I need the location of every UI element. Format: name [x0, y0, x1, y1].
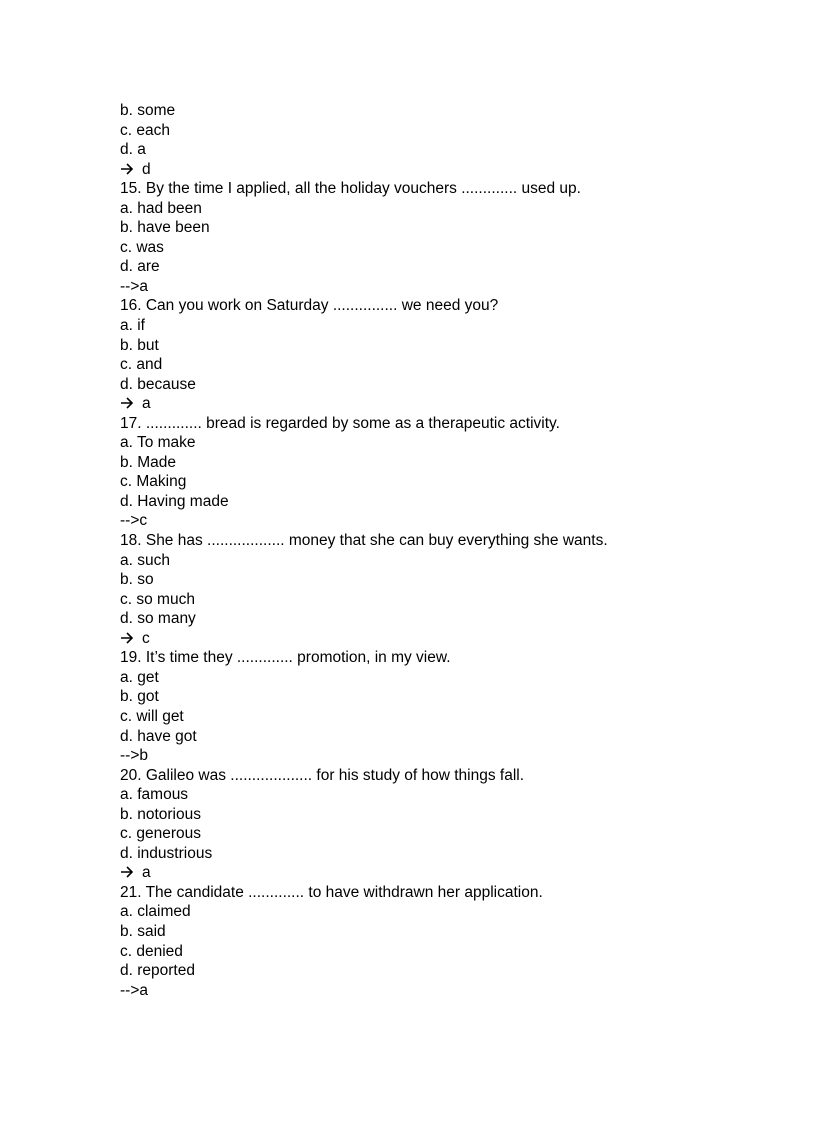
option-text: d. because	[120, 375, 196, 393]
right-arrow-icon	[120, 394, 142, 414]
question-text: 16. Can you work on Saturday ............... we need you?	[120, 297, 499, 315]
option-text: b. have been	[120, 219, 210, 237]
option-text: b. some	[120, 102, 176, 119]
option-text: b. notorious	[120, 805, 201, 823]
option-text: c. so much	[120, 590, 195, 608]
option-text: d. a	[120, 141, 146, 159]
option-text: b. but	[120, 336, 159, 354]
option-text: b. so	[120, 571, 154, 589]
option-text: a. To make	[120, 434, 196, 452]
right-arrow-icon	[120, 629, 142, 649]
option-text: d. have got	[120, 727, 197, 745]
option-text: b. Made	[120, 453, 177, 471]
answer-line	[120, 629, 740, 649]
option-text: a. if	[120, 317, 145, 335]
option-text: d. industrious	[120, 844, 213, 862]
option-text: c. Making	[120, 473, 187, 491]
option-text: c. will get	[120, 707, 184, 725]
question-text: 19. It’s time they ............. promotion, in my view.	[120, 649, 451, 667]
answer-line	[120, 160, 740, 180]
question-text: 20. Galileo was ................... for his study of how things fall.	[120, 766, 525, 784]
answer-line: -->b	[120, 747, 148, 765]
question-text: 21. The candidate ............. to have withdrawn her application.	[120, 883, 543, 901]
option-text: a. famous	[120, 786, 189, 804]
option-text: a. had been	[120, 199, 202, 217]
right-arrow-icon	[120, 160, 142, 180]
option-text: d. reported	[120, 962, 195, 980]
option-text: b. said	[120, 922, 166, 940]
answer-line: -->a	[120, 277, 148, 295]
option-text: c. and	[120, 356, 163, 374]
option-text: c. was	[120, 238, 164, 256]
option-text: c. denied	[120, 942, 183, 960]
option-text: a. such	[120, 551, 170, 569]
answer-line: -->c	[120, 512, 148, 530]
answer-line: -->a	[120, 981, 148, 999]
question-text: 17. ............. bread is regarded by some as a therapeutic activity.	[120, 414, 560, 432]
document-page	[120, 101, 740, 1000]
answer-letter: a	[142, 864, 151, 882]
question-text: 15. By the time I applied, all the holiday vouchers ............. used up.	[120, 180, 581, 198]
answer-letter: d	[142, 160, 151, 178]
option-text: d. are	[120, 258, 160, 276]
answer-letter: c	[142, 629, 150, 647]
option-text: c. generous	[120, 825, 201, 843]
answer-line	[120, 863, 740, 883]
option-text: a. get	[120, 668, 159, 686]
right-arrow-icon	[120, 863, 142, 883]
answer-letter: a	[142, 395, 151, 413]
option-text: c. each	[120, 121, 170, 139]
option-text: d. so many	[120, 610, 196, 628]
question-text: 18. She has .................. money that she can buy everything she wants.	[120, 532, 608, 550]
answer-line	[120, 394, 740, 414]
option-text: a. claimed	[120, 903, 191, 921]
option-text: b. got	[120, 688, 159, 706]
option-text: d. Having made	[120, 492, 229, 510]
